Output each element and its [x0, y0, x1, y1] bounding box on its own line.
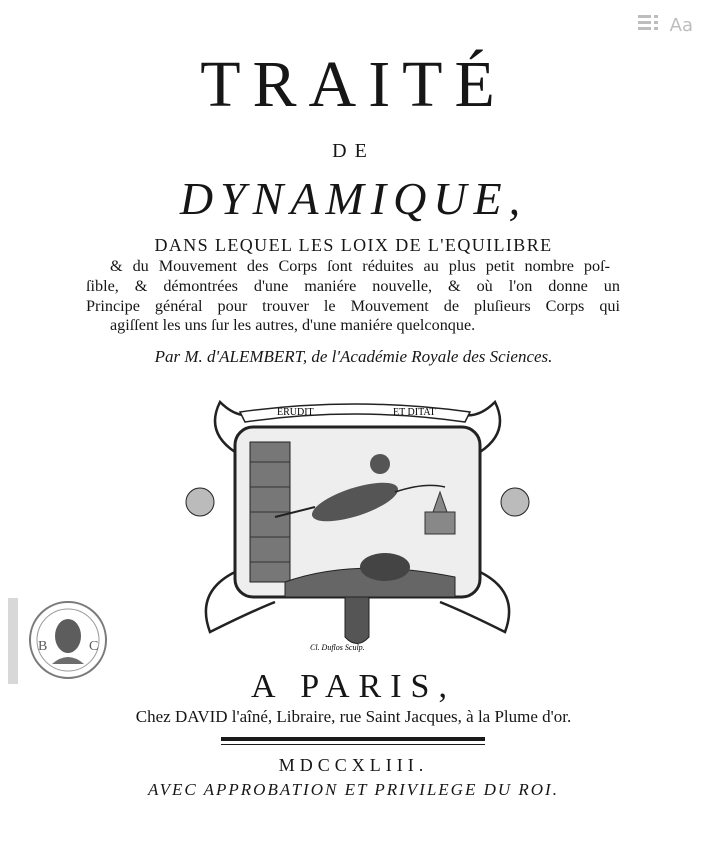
divider-rule-thin — [221, 744, 485, 745]
subtitle-line: ſible, & démontrées d'une maniére nouvelle, & où l'on donne un — [86, 277, 620, 295]
author-line: Par M. d'ALEMBERT, de l'Académie Royale des Sciences. — [154, 347, 553, 366]
book-subject: DYNAMIQUE, — [179, 173, 528, 224]
subtitle-heading: DANS LEQUEL LES LOIX DE L'EQUILIBRE — [154, 235, 553, 255]
subtitle-line: Principe général pour trouver le Mouvement de pluſieurs Corps qui — [86, 297, 620, 315]
engraved-vignette — [165, 392, 550, 654]
text-size-button[interactable]: Aa — [669, 14, 693, 36]
publication-date: MDCCXLIII. — [278, 755, 429, 775]
title-connector: DE — [332, 140, 375, 162]
stamp-letter-right: C — [89, 639, 99, 654]
engraver-signature: Cl. Duflos Sculp. — [310, 643, 365, 652]
royal-privilege: AVEC APPROBATION ET PRIVILEGE DU ROI. — [148, 780, 559, 799]
publication-city: A PARIS, — [251, 668, 456, 705]
book-title: TRAITÉ — [200, 48, 507, 121]
stamp-letter-left: B — [38, 639, 48, 654]
divider-rule — [221, 737, 485, 741]
vignette-motto-right: ET DITAT — [393, 407, 436, 418]
subtitle-line: & du Mouvement des Corps ſont réduites au plus petit nombre poſ- — [110, 257, 610, 275]
subtitle-line: agiſſent les uns ſur les autres, d'une maniére quelconque. — [110, 316, 476, 334]
vignette-motto-left: ERUDIT — [277, 407, 314, 418]
publisher-imprint: Chez DAVID l'aîné, Libraire, rue Saint Jacques, à la Plume d'or. — [135, 707, 572, 726]
